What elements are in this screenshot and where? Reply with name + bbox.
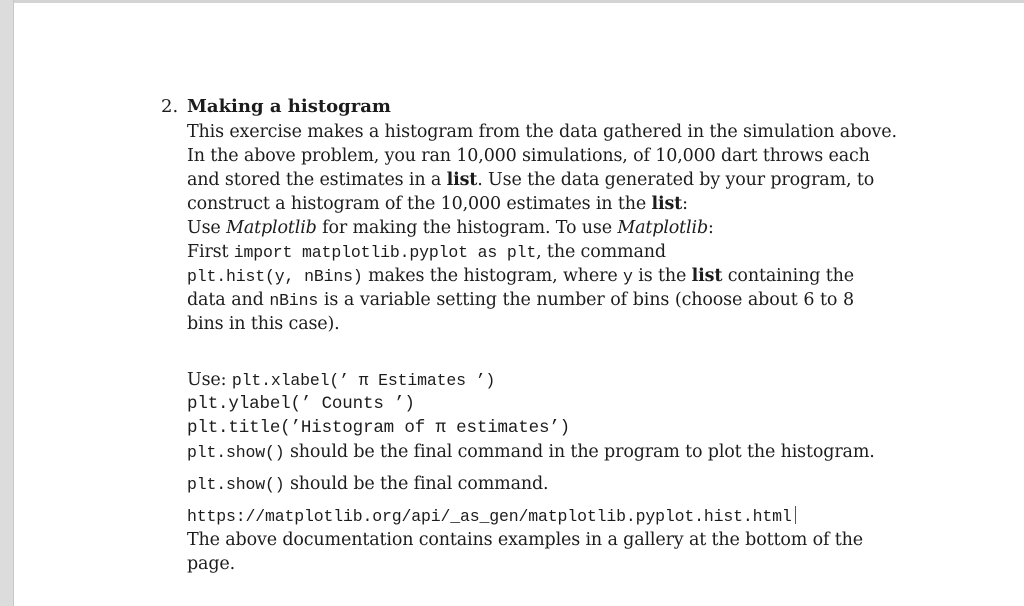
text: and stored the estimates in a <box>187 170 442 190</box>
text: Use <box>187 218 221 238</box>
code-nbins: nBins <box>269 291 319 310</box>
document-page <box>14 3 1024 606</box>
para-line-1: This exercise makes a histogram from the data gathered in the simulation above. <box>187 122 897 142</box>
para-line-2: In the above problem, you ran 10,000 simulations, of 10,000 dart throws each <box>187 146 870 166</box>
italic-term-matplotlib: Matplotlib <box>617 218 709 238</box>
text: : <box>708 218 714 238</box>
para-line-3 <box>187 168 875 192</box>
text: makes the histogram, where <box>368 266 618 286</box>
para-line-5 <box>187 216 714 240</box>
bold-term-list: list <box>651 194 683 214</box>
code-show: plt.show() <box>187 443 285 462</box>
text: construct a histogram of the 10,000 estimates in the <box>187 194 647 214</box>
text: : <box>682 194 688 214</box>
para-line-9: bins in this case). <box>187 314 340 334</box>
para-line-7 <box>187 264 854 289</box>
text: is a variable setting the number of bins (choose about 6 to 8 <box>323 290 854 310</box>
code-show: plt.show() <box>187 475 285 494</box>
para-line-4 <box>187 192 688 216</box>
text: . Use the data generated by your program, to <box>477 170 875 190</box>
code-xlabel: plt.xlabel(’ π Estimates ’) <box>231 371 496 390</box>
problem-title: Making a histogram <box>187 96 391 117</box>
problem-number: 2. <box>161 96 179 117</box>
code-ylabel: plt.ylabel(’ Counts ’) <box>187 394 415 414</box>
text: containing the <box>727 266 854 286</box>
bold-term-list: list <box>691 266 723 286</box>
bold-term-list: list <box>446 170 478 190</box>
code-import: import matplotlib.pyplot as plt <box>233 243 537 262</box>
para-line-6 <box>187 240 666 265</box>
text: for making the histogram. To use <box>322 218 612 238</box>
usage-show-line <box>187 440 875 465</box>
docs-link[interactable]: https://matplotlib.org/api/_as_gen/matplotlib.pyplot.hist.html <box>187 507 792 526</box>
code-title: plt.title(’Histogram of π estimates’) <box>187 418 571 438</box>
usage-xlabel-line <box>187 368 495 393</box>
text: is the <box>638 266 687 286</box>
usage-show-line-2 <box>187 472 548 497</box>
text: , the command <box>536 242 666 262</box>
text: First <box>187 242 229 262</box>
para-line-8 <box>187 288 854 313</box>
window-left-border <box>0 0 13 606</box>
docs-url-line <box>187 504 796 529</box>
code-hist: plt.hist(y, nBins) <box>187 267 363 286</box>
use-label: Use: <box>187 370 227 390</box>
text: data and <box>187 290 264 310</box>
text: should be the final command. <box>289 474 549 494</box>
docs-line-2: page. <box>187 554 236 574</box>
code-y: y <box>623 267 633 286</box>
italic-term-matplotlib: Matplotlib <box>226 218 317 238</box>
text-cursor <box>795 506 796 524</box>
text: should be the final command in the program to plot the histogram. <box>289 442 875 462</box>
docs-line-1: The above documentation contains examples in a gallery at the bottom of the <box>187 530 863 550</box>
